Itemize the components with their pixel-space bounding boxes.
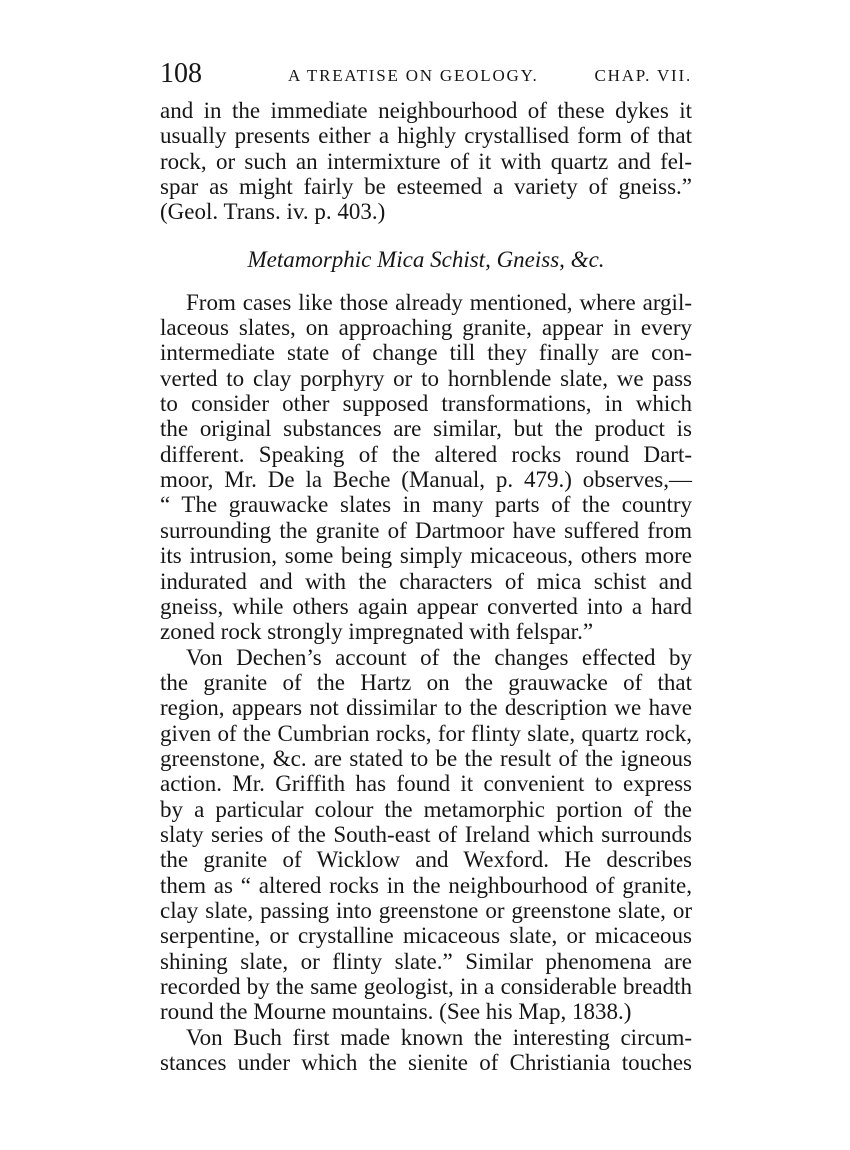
- text-line: recorded by the same geologist, in a considerable breadth: [160, 974, 692, 999]
- text-line: (Geol. Trans. iv. p. 403.): [160, 199, 386, 225]
- text-line: them as “ altered rocks in the neighbourhood of granite,: [160, 872, 692, 898]
- text-line: its intrusion, some being simply micaceous, others more: [160, 543, 692, 569]
- text-line: surrounding the granite of Dartmoor have suffered from: [160, 517, 692, 543]
- text-line: action. Mr. Griffith has found it convenient to express: [160, 771, 692, 797]
- body-text: [160, 98, 692, 1075]
- text-line: given of the Cumbrian rocks, for flinty slate, quartz rock,: [160, 720, 692, 746]
- text-line: the granite of Wicklow and Wexford. He describes: [160, 847, 692, 873]
- section-subheading: Metamorphic Mica Schist, Gneiss, &c.: [247, 246, 605, 272]
- text-line: laceous slates, on approaching granite, appear in every: [160, 315, 692, 341]
- text-line: slaty series of the South-east of Ireland which surrounds: [160, 821, 692, 847]
- text-line: stances under which the sienite of Christiania touches: [160, 1050, 692, 1076]
- text-line: usually presents either a highly crystallised form of that: [160, 123, 692, 149]
- text-line: shining slate, or flinty slate.” Similar phenomena are: [160, 948, 692, 974]
- text-line: moor, Mr. De la Beche (Manual, p. 479.) observes,—: [160, 467, 692, 493]
- text-line: Von Dechen’s account of the changes effected by: [186, 644, 692, 670]
- text-line: round the Mourne mountains. (See his Map, 1838.): [160, 999, 632, 1025]
- text-line: region, appears not dissimilar to the description we have: [160, 695, 692, 721]
- running-head: [160, 56, 692, 96]
- text-line: greenstone, &c. are stated to be the result of the igneous: [160, 745, 692, 771]
- text-line: From cases like those already mentioned, where argil-: [186, 289, 692, 315]
- text-line: intermediate state of change till they finally are con-: [160, 340, 692, 366]
- text-line: different. Speaking of the altered rocks round Dart-: [160, 441, 692, 467]
- text-line: gneiss, while others again appear converted into a hard: [160, 593, 692, 619]
- page-number: 108: [160, 58, 202, 89]
- text-line: Von Buch first made known the interesting circum-: [186, 1024, 692, 1050]
- text-line: spar as might fairly be esteemed a variety of gneiss.”: [160, 174, 692, 200]
- text-line: serpentine, or crystalline micaceous slate, or micaceous: [160, 923, 692, 949]
- chapter-label: CHAP. VII.: [594, 66, 692, 85]
- text-line: indurated and with the characters of mica schist and: [160, 568, 692, 594]
- running-title: A TREATISE ON GEOLOGY.: [288, 66, 539, 85]
- text-line: to consider other supposed transformations, in which: [160, 391, 692, 417]
- text-line: zoned rock strongly impregnated with felspar.”: [160, 619, 594, 645]
- text-line: verted to clay porphyry or to hornblende slate, we pass: [160, 365, 692, 391]
- text-line: rock, or such an intermixture of it with quartz and fel-: [160, 148, 692, 174]
- text-line: clay slate, passing into greenstone or greenstone slate, or: [160, 897, 692, 923]
- text-line: and in the immediate neighbourhood of these dykes it: [160, 98, 692, 123]
- text-line: “ The grauwacke slates in many parts of the country: [160, 492, 692, 518]
- text-line: the granite of the Hartz on the grauwacke of that: [160, 669, 692, 695]
- text-line: the original substances are similar, but the product is: [160, 416, 692, 442]
- text-line: by a particular colour the metamorphic portion of the: [160, 796, 692, 822]
